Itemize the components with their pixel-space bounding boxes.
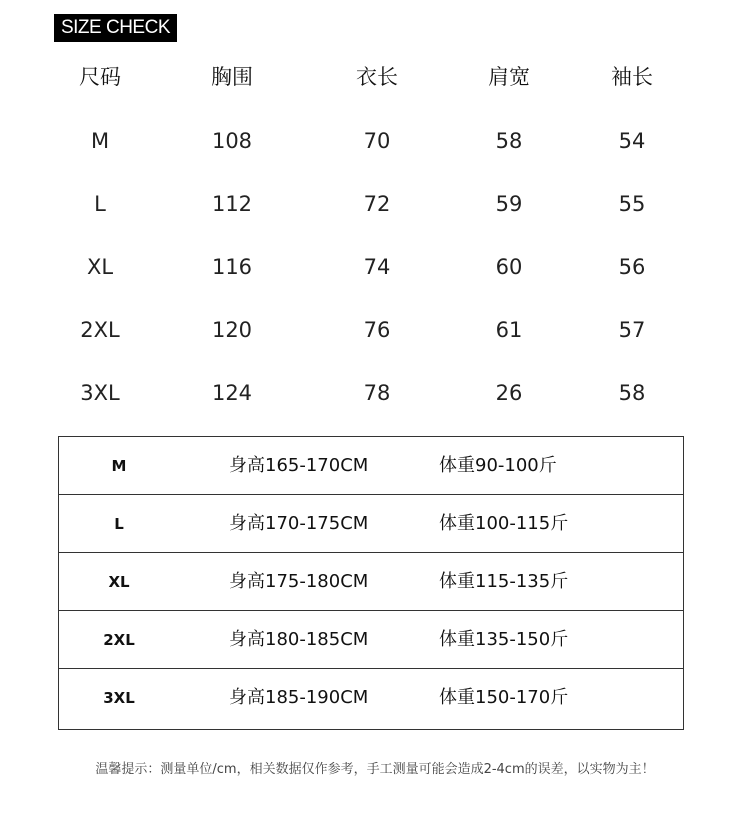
rec-weight-cell: 体重90-100斤 — [439, 455, 557, 476]
recommendation-table — [58, 436, 684, 730]
table-row — [59, 669, 683, 727]
rec-size-cell: M — [111, 457, 127, 475]
size-cell: M — [90, 129, 110, 153]
chest-cell: 116 — [211, 255, 253, 279]
measurement-note: 温馨提示：测量单位/cm，相关数据仅作参考，手工测量可能会造成2-4cm的误差，以实物为主！ — [95, 762, 655, 777]
shoulder-cell: 60 — [495, 255, 523, 279]
sleeve-cell: 55 — [618, 192, 646, 216]
header-sleeve: 袖长 — [611, 65, 653, 89]
rec-height-cell: 身高175-180CM — [229, 571, 369, 592]
table-row — [59, 553, 683, 611]
size-cell: 3XL — [80, 381, 120, 405]
rec-size-cell: XL — [108, 573, 130, 591]
rec-weight-cell: 体重135-150斤 — [439, 629, 569, 650]
header-size: 尺码 — [79, 65, 121, 89]
rec-size-cell: 2XL — [103, 631, 135, 649]
chest-cell: 108 — [211, 129, 253, 153]
table-row — [0, 110, 750, 173]
table-row — [0, 236, 750, 299]
header-length: 衣长 — [356, 65, 398, 89]
size-cell: 2XL — [80, 318, 120, 342]
sleeve-cell: 57 — [618, 318, 646, 342]
size-cell: XL — [86, 255, 114, 279]
chest-cell: 112 — [211, 192, 253, 216]
length-cell: 78 — [363, 381, 391, 405]
shoulder-cell: 59 — [495, 192, 523, 216]
table-row — [59, 495, 683, 553]
table-row — [0, 299, 750, 362]
length-cell: 76 — [363, 318, 391, 342]
table-row — [0, 362, 750, 425]
sleeve-cell: 58 — [618, 381, 646, 405]
table-row — [0, 173, 750, 236]
chest-cell: 120 — [211, 318, 253, 342]
size-cell: L — [94, 192, 106, 216]
sleeve-cell: 56 — [618, 255, 646, 279]
header-shoulder: 肩宽 — [488, 65, 530, 89]
table-row — [59, 611, 683, 669]
rec-weight-cell: 体重150-170斤 — [439, 687, 569, 708]
rec-height-cell: 身高180-185CM — [229, 629, 369, 650]
rec-weight-cell: 体重115-135斤 — [439, 571, 569, 592]
shoulder-cell: 26 — [495, 381, 523, 405]
table-row — [59, 437, 683, 495]
size-check-badge: SIZE CHECK — [54, 14, 177, 42]
rec-weight-cell: 体重100-115斤 — [439, 513, 569, 534]
size-table-header — [0, 46, 750, 109]
rec-size-cell: 3XL — [103, 689, 135, 707]
shoulder-cell: 61 — [495, 318, 523, 342]
shoulder-cell: 58 — [495, 129, 523, 153]
header-chest: 胸围 — [211, 65, 253, 89]
rec-height-cell: 身高185-190CM — [229, 687, 369, 708]
rec-height-cell: 身高170-175CM — [229, 513, 369, 534]
rec-height-cell: 身高165-170CM — [229, 455, 369, 476]
length-cell: 72 — [363, 192, 391, 216]
chest-cell: 124 — [211, 381, 253, 405]
rec-size-cell: L — [114, 515, 124, 533]
length-cell: 70 — [363, 129, 391, 153]
length-cell: 74 — [363, 255, 391, 279]
sleeve-cell: 54 — [618, 129, 646, 153]
